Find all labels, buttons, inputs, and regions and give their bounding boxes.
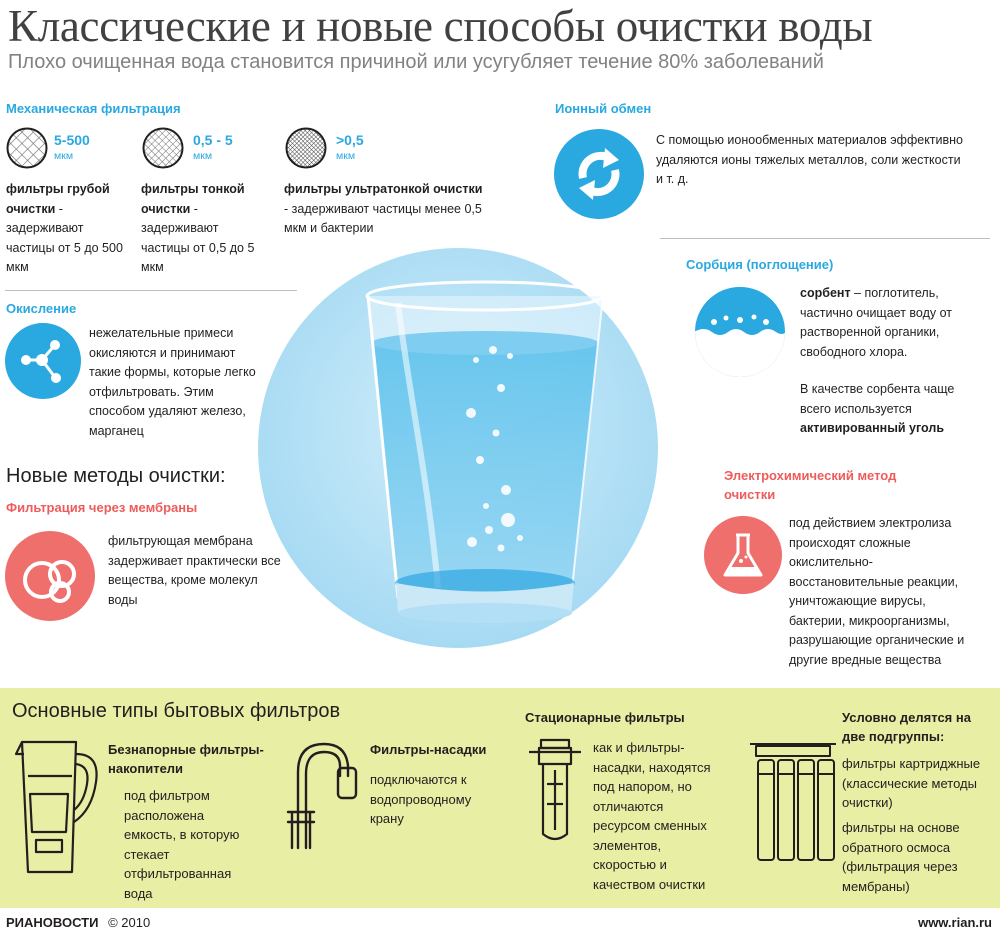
- glass-illustration: [258, 238, 658, 678]
- electrochemical-heading: Электрохимический метод очистки: [724, 468, 897, 502]
- membrane-icon: [4, 530, 96, 622]
- molecule-icon: [4, 322, 82, 400]
- coarse-mesh-icon: [5, 126, 49, 170]
- filter-2-desc: фильтры тонкой очистки - задерживают частицы от 0,5 до 5 мкм: [141, 182, 255, 274]
- stationary-text: как и фильтры-насадки, находятся под напором, но отличаются ресурсом сменных элементов, скоростью и качеством очистки: [593, 740, 711, 892]
- sorption-text: сорбент – поглотитель, частично очищает воду от растворенной органики, свободного хлора.: [800, 286, 953, 359]
- membrane-heading: Фильтрация через мембраны: [6, 500, 198, 515]
- fine-mesh-icon: [141, 126, 185, 170]
- filter-2-range: 0,5 - 5: [193, 132, 233, 148]
- footer-brand: [6, 915, 150, 930]
- footer-url[interactable]: www.rian.ru: [918, 915, 992, 930]
- subgroups-item1: фильтры картриджные (классические методы очистки): [842, 756, 981, 810]
- divider: [5, 290, 297, 291]
- ion-exchange-heading: Ионный обмен: [555, 101, 652, 116]
- stationary-filter-icon: [525, 734, 585, 884]
- pitcher-text: под фильтром расположена емкость, в которую стекает отфильтрованная вода: [124, 788, 240, 901]
- mechanical-heading: Механическая фильтрация: [6, 101, 181, 116]
- reverse-osmosis-system-icon: [748, 734, 838, 874]
- household-heading: Основные типы бытовых фильтров: [12, 700, 341, 722]
- page-subtitle: Плохо очищенная вода становится причиной или усугубляет течение 80% заболеваний: [8, 51, 824, 73]
- sorption-note: В качестве сорбента чаще всего используется активированный уголь: [800, 382, 955, 435]
- filter-3-desc: фильтры ультратонкой очистки - задерживают частицы менее 0,5 мкм и бактерии: [284, 182, 483, 235]
- new-methods-heading: Новые методы очистки:: [6, 465, 226, 487]
- sorption-icon: [694, 286, 786, 378]
- filter-1-desc: фильтры грубой очистки - задерживают частицы от 5 до 500 мкм: [6, 182, 123, 274]
- faucet-title: Фильтры-насадки: [370, 742, 487, 757]
- electrochemical-text: под действием электролиза происходят сложные окислительно-восстановительные реакции, уничтожающие вирусы, бактерии, микроорганизмы, разрушающие органические и другие вредные вещества: [789, 516, 965, 667]
- filter-3-range: >0,5: [336, 132, 364, 148]
- faucet-text: подключаются к водопроводному крану: [370, 772, 472, 826]
- filter-3-unit: мкм: [336, 150, 356, 162]
- page-title: Классические и новые способы очистки воды: [8, 1, 873, 51]
- filter-1-range: 5-500: [54, 132, 90, 148]
- subgroups-item2: фильтры на основе обратного осмоса (фильтрация через мембраны): [842, 820, 960, 894]
- pitcher-filter-icon: [10, 732, 100, 882]
- recycle-arrows-icon: [553, 128, 645, 220]
- stationary-title: Стационарные фильтры: [525, 710, 685, 725]
- pitcher-title: Безнапорные фильтры-накопители: [108, 742, 264, 776]
- oxidation-text: нежелательные примеси окисляются и принимают такие формы, которые легко отфильтровать. Этим способом удаляют железо, марганец: [89, 326, 256, 438]
- divider: [660, 238, 990, 239]
- filter-2-unit: мкм: [193, 150, 213, 162]
- filter-1-unit: мкм: [54, 150, 74, 162]
- ultrafine-mesh-icon: [284, 126, 328, 170]
- membrane-text: фильтрующая мембрана задерживает практически все вещества, кроме молекул воды: [108, 534, 281, 607]
- flask-icon: [703, 515, 783, 595]
- oxidation-heading: Окисление: [6, 301, 77, 316]
- brand-novosti: НОВОСТИ: [33, 915, 99, 930]
- brand-ria: РИА: [6, 915, 34, 930]
- ion-exchange-text: С помощью ионообменных материалов эффективно удаляются ионы тяжелых металлов, соли жесткости и т. д.: [656, 133, 964, 186]
- sorption-heading: Сорбция (поглощение): [686, 257, 834, 272]
- faucet-attachment-icon: [284, 736, 364, 852]
- copyright: © 2010: [108, 915, 151, 930]
- subgroups-title: Условно делятся на две подгруппы:: [842, 710, 971, 744]
